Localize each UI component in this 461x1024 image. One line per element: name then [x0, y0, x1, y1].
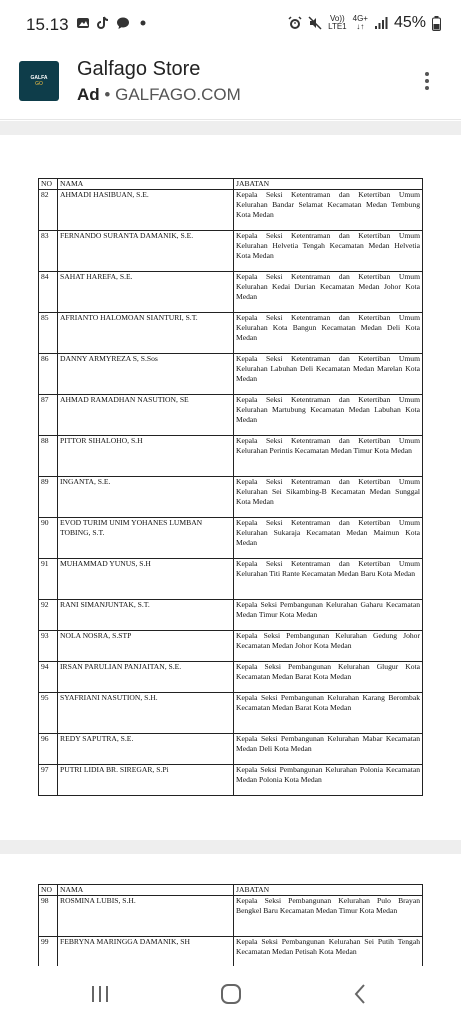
cell-jabatan: Kepala Seksi Ketentraman dan Ketertiban Umum Kelurahan Helvetia Tengah Kecamatan Medan Helvetia Kota Medan — [234, 231, 423, 272]
network-type-indicator — [353, 15, 368, 31]
page-gap — [0, 121, 461, 135]
table-row — [39, 231, 423, 272]
table-row — [39, 937, 423, 967]
cell-no: 90 — [39, 518, 58, 559]
cell-jabatan: Kepala Seksi Ketentraman dan Ketertiban Umum Kelurahan Sei Sikambing-B Kecamatan Medan Sunggal Kota Medan — [234, 477, 423, 518]
cell-nama: AFRIANTO HALOMOAN SIANTURI, S.T. — [58, 313, 234, 354]
cell-no: 97 — [39, 765, 58, 796]
logo-text: GALFA — [30, 75, 48, 81]
employee-table — [38, 178, 423, 796]
cell-jabatan: Kepala Seksi Ketentraman dan Ketertiban Umum Kelurahan Labuhan Deli Kecamatan Medan Marelan Kota Medan — [234, 354, 423, 395]
table-header-row — [39, 179, 423, 190]
gallery-icon — [76, 16, 90, 30]
table-row — [39, 518, 423, 559]
cell-jabatan: Kepala Seksi Pembangunan Kelurahan Gaharu Kecamatan Medan Timur Kota Medan — [234, 600, 423, 631]
header-jabatan: JABATAN — [234, 179, 423, 190]
table-row — [39, 662, 423, 693]
cell-jabatan: Kepala Seksi Pembangunan Kelurahan Karang Berombak Kecamatan Medan Barat Kota Medan — [234, 693, 423, 734]
cell-nama: PITTOR SIHALOHO, S.H — [58, 436, 234, 477]
cell-jabatan: Kepala Seksi Pembangunan Kelurahan Mabar Kecamatan Medan Deli Kota Medan — [234, 734, 423, 765]
document-page — [0, 854, 461, 966]
cell-nama: ROSMINA LUBIS, S.H. — [58, 896, 234, 937]
cell-jabatan: Kepala Seksi Ketentraman dan Ketertiban Umum Kelurahan Sukaraja Kecamatan Medan Maimun Kota Medan — [234, 518, 423, 559]
cell-no: 91 — [39, 559, 58, 600]
status-bar — [0, 0, 461, 50]
navigation-bar — [0, 966, 461, 1024]
table-row — [39, 272, 423, 313]
cell-jabatan: Kepala Seksi Pembangunan Kelurahan Sei Putih Tengah Kecamatan Medan Petisah Kota Medan — [234, 937, 423, 967]
cell-nama: AHMAD RAMADHAN NASUTION, SE — [58, 395, 234, 436]
cell-nama: FEBRYNA MARINGGA DAMANIK, SH — [58, 937, 234, 967]
cell-jabatan: Kepala Seksi Ketentraman dan Ketertiban Umum Kelurahan Kota Bangun Kecamatan Medan Deli Kota Medan — [234, 313, 423, 354]
system-status — [288, 14, 441, 32]
cell-jabatan: Kepala Seksi Ketentraman dan Ketertiban Umum Kelurahan Perintis Kecamatan Medan Timur Kota Medan — [234, 436, 423, 477]
table-header-row — [39, 885, 423, 896]
table-row — [39, 436, 423, 477]
cell-nama: MUHAMMAD YUNUS, S.H — [58, 559, 234, 600]
advertiser-logo[interactable] — [19, 61, 59, 101]
employee-table — [38, 884, 423, 966]
header-nama: NAMA — [58, 885, 234, 896]
back-icon[interactable] — [349, 982, 373, 1006]
ad-label: Ad — [77, 85, 100, 104]
cell-nama: SAHAT HAREFA, S.E. — [58, 272, 234, 313]
cell-no: 93 — [39, 631, 58, 662]
signal-icon — [374, 16, 388, 30]
battery-icon — [432, 16, 441, 31]
cell-nama: RANI SIMANJUNTAK, S.T. — [58, 600, 234, 631]
home-icon[interactable] — [219, 982, 243, 1006]
cell-no: 87 — [39, 395, 58, 436]
cell-jabatan: Kepala Seksi Ketentraman dan Ketertiban Umum Kelurahan Kedai Durian Kecamatan Medan Johor Kota Medan — [234, 272, 423, 313]
cell-no: 84 — [39, 272, 58, 313]
document-page — [0, 135, 461, 840]
cell-jabatan: Kepala Seksi Pembangunan Kelurahan Glugur Kota Kecamatan Medan Barat Kota Medan — [234, 662, 423, 693]
cell-jabatan: Kepala Seksi Pembangunan Kelurahan Polonia Kecamatan Medan Polonia Kota Medan — [234, 765, 423, 796]
battery-percent: 45% — [393, 14, 426, 31]
header-no: NO — [39, 179, 58, 190]
logo-subtext: GO — [35, 81, 43, 87]
table-row — [39, 190, 423, 231]
cell-nama: EVOD TURIM UNIM YOHANES LUMBAN TOBING, S.T. — [58, 518, 234, 559]
mute-icon — [308, 16, 322, 30]
cell-jabatan: Kepala Seksi Pembangunan Kelurahan Pulo Brayan Bengkel Baru Kecamatan Medan Timur Kota Medan — [234, 896, 423, 937]
header-nama: NAMA — [58, 179, 234, 190]
cell-nama: PUTRI LIDIA BR. SIREGAR, S.Pi — [58, 765, 234, 796]
table-row — [39, 734, 423, 765]
table-row — [39, 477, 423, 518]
recents-icon[interactable] — [88, 982, 112, 1006]
table-row — [39, 313, 423, 354]
table-row — [39, 896, 423, 937]
cell-nama: REDY SAPUTRA, S.E. — [58, 734, 234, 765]
dot-icon — [136, 16, 150, 30]
table-row — [39, 765, 423, 796]
volte-label: Vo)) — [330, 14, 345, 23]
cell-jabatan: Kepala Seksi Ketentraman dan Ketertiban Umum Kelurahan Martubung Kecamatan Medan Labuhan Kota Medan — [234, 395, 423, 436]
cell-no: 94 — [39, 662, 58, 693]
table-row — [39, 693, 423, 734]
table-row — [39, 559, 423, 600]
cell-nama: FERNANDO SURANTA DAMANIK, S.E. — [58, 231, 234, 272]
ad-attribution — [77, 85, 241, 105]
tiktok-icon — [96, 16, 110, 30]
advertiser-name[interactable]: Galfago Store — [77, 58, 201, 80]
status-time: 15.13 — [26, 15, 69, 34]
cell-no: 98 — [39, 896, 58, 937]
table-row — [39, 354, 423, 395]
ad-domain[interactable]: GALFAGO.COM — [115, 85, 241, 104]
cell-no: 96 — [39, 734, 58, 765]
cell-no: 99 — [39, 937, 58, 967]
cell-jabatan: Kepala Seksi Pembangunan Kelurahan Gedung Johor Kecamatan Medan Johor Kota Medan — [234, 631, 423, 662]
cell-no: 85 — [39, 313, 58, 354]
ad-separator: • — [104, 85, 111, 104]
alarm-icon — [288, 16, 302, 30]
data-activity-label: ↓↑ — [356, 22, 365, 31]
header-no: NO — [39, 885, 58, 896]
cell-no: 92 — [39, 600, 58, 631]
cell-no: 95 — [39, 693, 58, 734]
cell-no: 89 — [39, 477, 58, 518]
table-row — [39, 395, 423, 436]
cell-nama: AHMADI HASIBUAN, S.E. — [58, 190, 234, 231]
volte-indicator — [328, 15, 347, 31]
cell-no: 83 — [39, 231, 58, 272]
cell-nama: NOLA NOSRA, S.STP — [58, 631, 234, 662]
ad-banner[interactable] — [0, 50, 461, 120]
cell-nama: SYAFRIANI NASUTION, S.H. — [58, 693, 234, 734]
cell-no: 86 — [39, 354, 58, 395]
cell-no: 82 — [39, 190, 58, 231]
table-row — [39, 631, 423, 662]
cell-nama: INGANTA, S.E. — [58, 477, 234, 518]
chat-icon — [116, 16, 130, 30]
table-row — [39, 600, 423, 631]
network-gen-label: 4G+ — [352, 14, 368, 23]
lte-label: LTE1 — [328, 22, 347, 31]
cell-nama: DANNY ARMYREZA S, S.Sos — [58, 354, 234, 395]
cell-nama: IRSAN PARULIAN PANJAITAN, S.E. — [58, 662, 234, 693]
cell-jabatan: Kepala Seksi Ketentraman dan Ketertiban Umum Kelurahan Bandar Selamat Kecamatan Medan Tembung Kota Medan — [234, 190, 423, 231]
page-gap — [0, 840, 461, 854]
header-jabatan: JABATAN — [234, 885, 423, 896]
more-options-icon[interactable] — [425, 72, 431, 92]
cell-jabatan: Kepala Seksi Ketentraman dan Ketertiban Umum Kelurahan Titi Rante Kecamatan Medan Baru Kota Medan — [234, 559, 423, 600]
cell-no: 88 — [39, 436, 58, 477]
notification-icons — [76, 16, 150, 30]
